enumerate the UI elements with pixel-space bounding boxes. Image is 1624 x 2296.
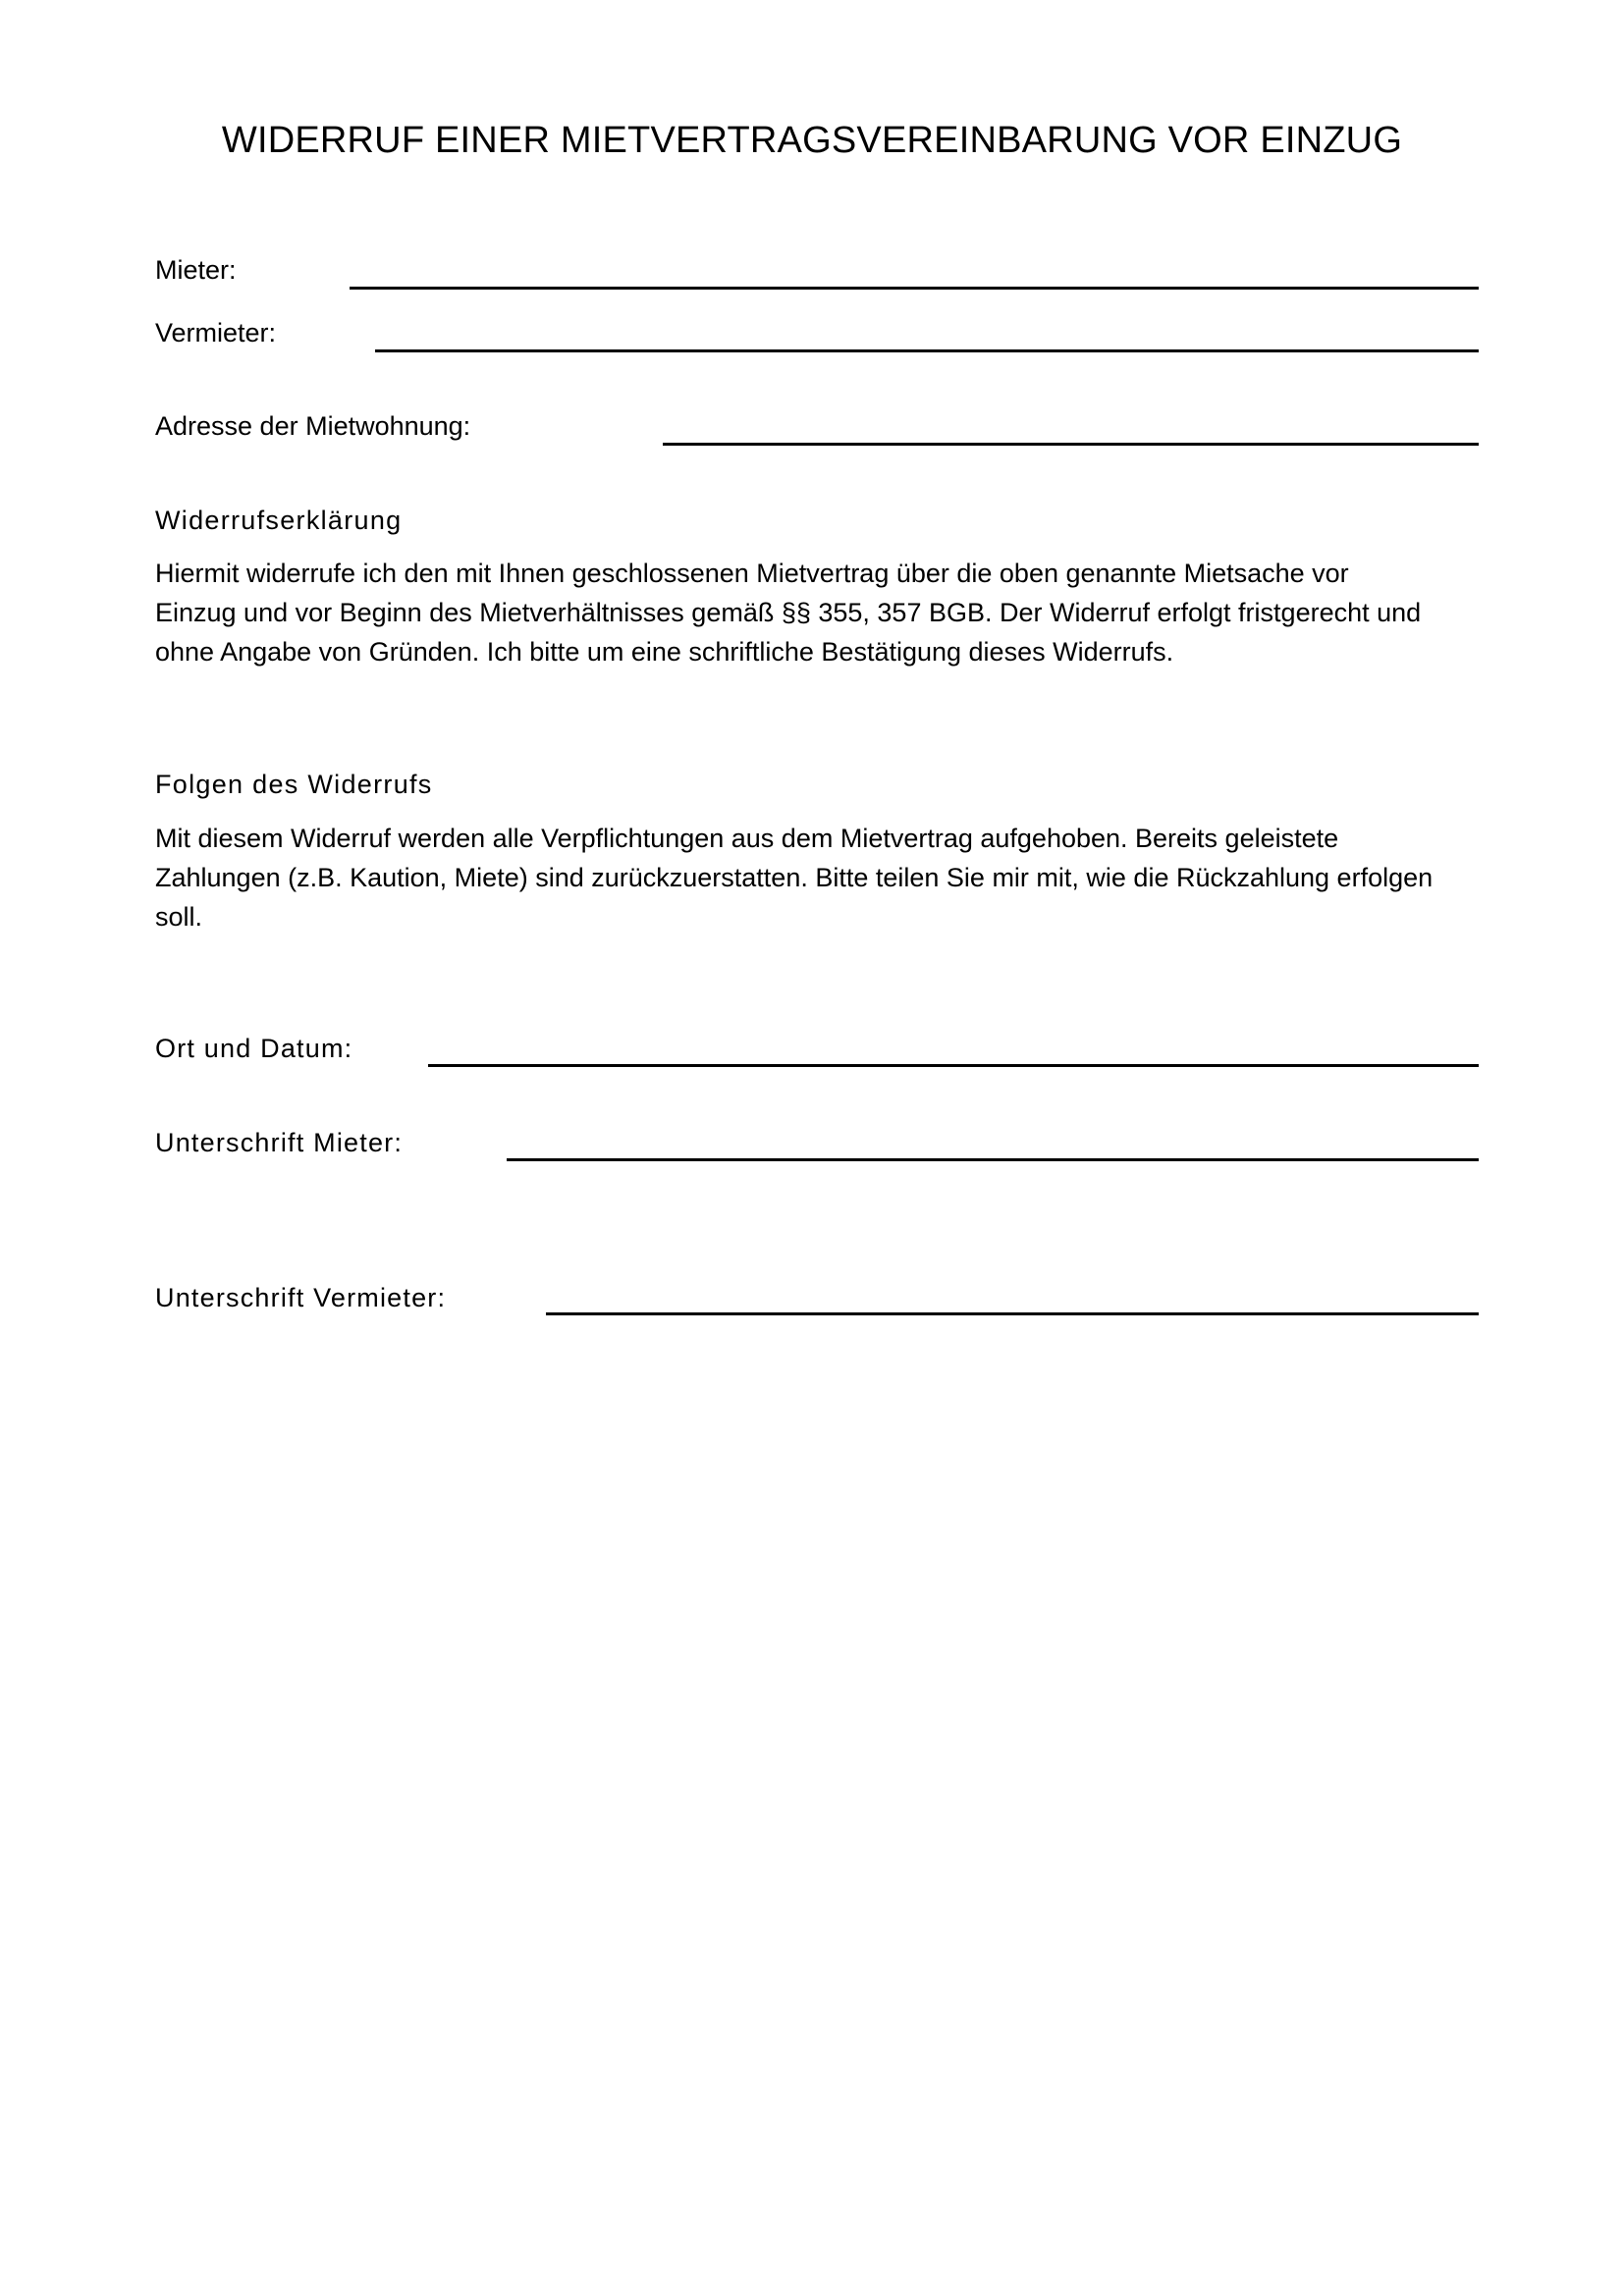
- tenant-input-line[interactable]: [350, 287, 1479, 290]
- consequences-line: Zahlungen (z.B. Kaution, Miete) sind zurückzuerstatten. Bitte teilen Sie mir mit, wie die Rückzahlung erfolgen: [155, 863, 1434, 892]
- revocation-line: Hiermit widerrufe ich den mit Ihnen geschlossenen Mietvertrag über die oben genannte Mietsache vor: [155, 559, 1349, 588]
- tenant-signature-line[interactable]: [507, 1158, 1479, 1161]
- document-title: WIDERRUF EINER MIETVERTRAGSVEREINBARUNG VOR EINZUG: [221, 120, 1403, 161]
- revocation-line: ohne Angabe von Gründen. Ich bitte um eine schriftliche Bestätigung dieses Widerrufs.: [155, 637, 1174, 667]
- tenant-signature-label: Unterschrift Mieter:: [155, 1128, 404, 1157]
- place-date-label: Ort und Datum:: [155, 1034, 353, 1063]
- consequences-line: Mit diesem Widerruf werden alle Verpflichtungen aus dem Mietvertrag aufgehoben. Bereits geleistete: [155, 824, 1339, 853]
- consequences-paragraph: [155, 819, 1481, 936]
- revocation-paragraph: [155, 554, 1481, 671]
- address-label: Adresse der Mietwohnung:: [155, 411, 471, 441]
- landlord-signature-label: Unterschrift Vermieter:: [155, 1283, 447, 1312]
- consequences-line: soll.: [155, 902, 203, 932]
- landlord-input-line[interactable]: [375, 349, 1479, 352]
- landlord-label: Vermieter:: [155, 318, 277, 347]
- revocation-line: Einzug und vor Beginn des Mietverhältnisses gemäß §§ 355, 357 BGB. Der Widerruf erfolgt fristgerecht und: [155, 598, 1422, 627]
- address-input-line[interactable]: [663, 443, 1479, 446]
- landlord-signature-line[interactable]: [546, 1312, 1479, 1315]
- consequences-heading: Folgen des Widerrufs: [155, 770, 433, 799]
- revocation-heading: Widerrufserklärung: [155, 506, 403, 535]
- place-date-input-line[interactable]: [428, 1064, 1479, 1067]
- tenant-label: Mieter:: [155, 255, 237, 285]
